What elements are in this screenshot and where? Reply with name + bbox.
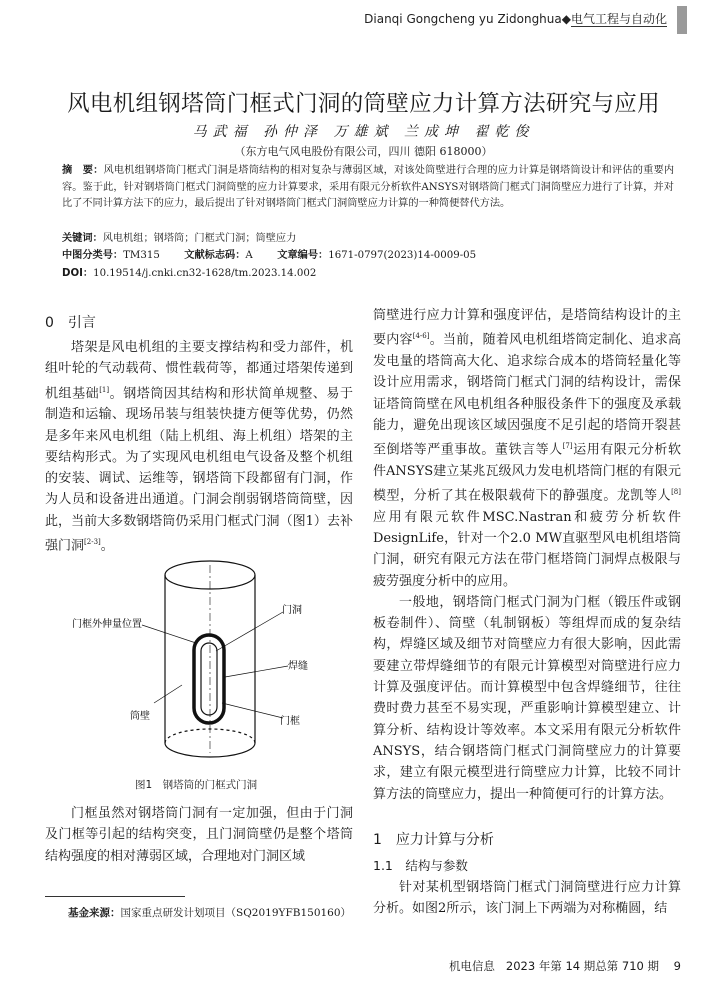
footnote (68, 905, 351, 920)
leader-frame (222, 703, 283, 718)
door-frame-outer (194, 635, 224, 723)
running-header (364, 10, 667, 27)
doi-line (62, 264, 316, 279)
clc-value: TM315 (123, 250, 160, 261)
keywords (62, 229, 296, 244)
authors: 马武福 孙仲泽 万雄斌 兰成坤 翟乾俊 (192, 124, 535, 140)
text-run: 。当前，随着风电机组塔筒定制化、追求高发电量的塔筒高大化、追求综合成本的塔筒轻量化等设计应用需求，钢塔筒门框式门洞的结构设计，需保证塔筒筒壁在风电机组各种服役条件下的强度及承载能力，避免出现该区域因强度不足引起的塔筒开裂甚至倒塔等严重事故。董铁言等人 (373, 332, 681, 458)
citation: [7] (562, 442, 573, 451)
footer-issue: 2023 年第 14 期总第 710 期 (505, 959, 660, 973)
journal-name-en: Dianqi Gongcheng yu Zidonghua (364, 12, 562, 26)
leader-door-opening (216, 612, 283, 651)
label-frame: 门框 (280, 716, 300, 727)
text-run: 筒壁进行应力计算和强度评估，是塔筒结构设计的主要内容 (373, 308, 681, 348)
left-column-text-2 (45, 803, 353, 867)
paragraph: 门框虽然对钢塔筒门洞有一定加强，但由于门洞及门框等引起的结构突变，且门洞筒壁仍是整个塔筒结构强度的相对薄弱区域，合理地对门洞区域 (45, 806, 353, 864)
figure-1 (70, 553, 330, 768)
section-heading-0: 0 引言 (45, 315, 96, 331)
text-run: 运用有限元分析软件ANSYS建立某兆瓦级风力发电机塔筒门框的有限元模型，分析了其在极限载荷下的静强度。龙凯等人 (373, 442, 681, 504)
abstract (62, 163, 674, 213)
paragraph (373, 305, 681, 592)
doi-label: DOI： (62, 268, 94, 279)
footnote-rule (45, 896, 185, 897)
footnote-text: 国家重点研发计划项目（SQ2019YFB150160） (120, 907, 352, 919)
citation: [8] (671, 488, 681, 497)
footnote-label: 基金来源： (68, 907, 121, 919)
leader-weld (225, 666, 288, 677)
page-number: 9 (673, 959, 681, 973)
label-weld: 焊缝 (288, 661, 308, 672)
right-column-text-2 (373, 877, 681, 920)
keywords-label: 关键词： (62, 233, 103, 244)
clc-label: 中图分类号： (62, 250, 124, 261)
door-opening (201, 643, 217, 715)
classification-line (62, 246, 682, 261)
leader-door-frame-outer (142, 625, 196, 643)
right-column-text-1 (373, 305, 681, 805)
left-column-text-1 (45, 337, 353, 557)
section-heading-1: 1 应力计算与分析 (373, 832, 494, 848)
label-shell: 筒壁 (130, 711, 150, 722)
diamond-icon: ◆ (561, 12, 571, 26)
text-run: 应用有限元软件MSC.Nastran和疲劳分析软件DesignLife，针对一个2.0 MW直驱型风电机组塔筒门洞，研究有限元方法在带门框塔筒门洞焊点极限与疲劳强度分析中的应用。 (373, 509, 681, 589)
doc-code-label: 文献标志码： (184, 250, 246, 261)
doc-code-value: A (245, 250, 253, 261)
abstract-text: 风电机组钢塔筒门框式门洞是塔筒结构的相对复杂与薄弱区域，对该处筒壁进行合理的应力计算是钢塔筒设计和评估的重要内容。鉴于此，针对钢塔筒门框式门洞筒壁的应力计算要求，采用有限元分析软件ANSYS对钢塔筒门框式门洞筒壁应力进行了计算，并对比了不同计算方法下的应力，最后提出了针对钢塔筒门框式门洞筒壁应力计算的一种简便替代方法。 (62, 165, 675, 209)
paragraph: 一般地，钢塔筒门框式门洞为门框（锻压件或钢板卷制件）、筒壁（轧制钢板）等组焊而成的复杂结构，焊缝区域及细节对筒壁应力有很大影响，因此需要建立带焊缝细节的有限元计算模型对筒壁进行应力计算及强度评估。而计算模型中包含焊缝细节，往往费时费力甚至不易实现，严重影响计算模型建立、计算分析、结构设计等效率。本文采用有限元分析软件ANSYS，结合钢塔筒门框式门洞筒壁应力的计算要求，建立有限元模型进行筒壁应力计算，比较不同计算方法的筒壁应力，提出一种简便可行的计算方法。 (373, 594, 681, 802)
text-run: 。钢塔筒因其结构和形状简单规整、易于制造和运输、现场吊装与组装快捷方便等优势，仍然是多年来风电机组（陆上机组、海上机组）塔架的主要结构形式。为了实现风电机组电气设备及整个机组的安装、调试、运维等，钢塔筒下段都留有门洞，作为人员和设备进出通道。门洞会削弱钢塔筒筒壁，因此，当前大多数钢塔筒仍采用门框式门洞（图1）去补强门洞 (45, 385, 353, 554)
article-no-value: 1671-0797(2023)14-0009-05 (328, 250, 477, 261)
header-bar (677, 6, 687, 34)
article-no-label: 文章编号： (277, 250, 329, 261)
doi-value: 10.19514/j.cnki.cn32-1628/tm.2023.14.002 (93, 268, 317, 279)
label-door-frame-outer: 门框外伸量位置 (72, 619, 142, 630)
figure-1-drawing (70, 553, 330, 768)
journal-name-zh: 电气工程与自动化 (570, 12, 667, 26)
affiliation: （东方电气风电股份有限公司，四川 德阳 618000） (234, 145, 493, 158)
figure-1-caption: 图1 钢塔筒的门框式门洞 (135, 779, 258, 791)
leader-shell (154, 685, 182, 703)
section-heading-1-1: 1.1 结构与参数 (373, 858, 468, 873)
citation: [2-3] (84, 538, 101, 546)
citation: [1] (99, 385, 110, 394)
paper-title: 风电机组钢塔筒门框式门洞的筒壁应力计算方法研究与应用 (67, 91, 660, 117)
paragraph (45, 337, 353, 557)
citation: [4-6] (412, 332, 430, 341)
label-door-opening: 门洞 (282, 605, 302, 616)
abstract-label: 摘 要： (62, 165, 104, 176)
paragraph: 针对某机型钢塔筒门框式门洞筒壁进行应力计算分析。如图2所示，该门洞上下两端为对称椭圆，结 (373, 880, 681, 917)
keywords-text: 风电机组；钢塔筒；门框式门洞；筒壁应力 (102, 233, 297, 244)
text-run: 塔架是风电机组的主要支撑结构和受力部件，机组叶轮的气动载荷、惯性载荷等，都通过塔架传递到机组基础 (45, 340, 353, 401)
footer-journal: 机电信息 (448, 959, 495, 973)
page-footer (449, 958, 681, 974)
text-run: 。 (100, 538, 114, 554)
